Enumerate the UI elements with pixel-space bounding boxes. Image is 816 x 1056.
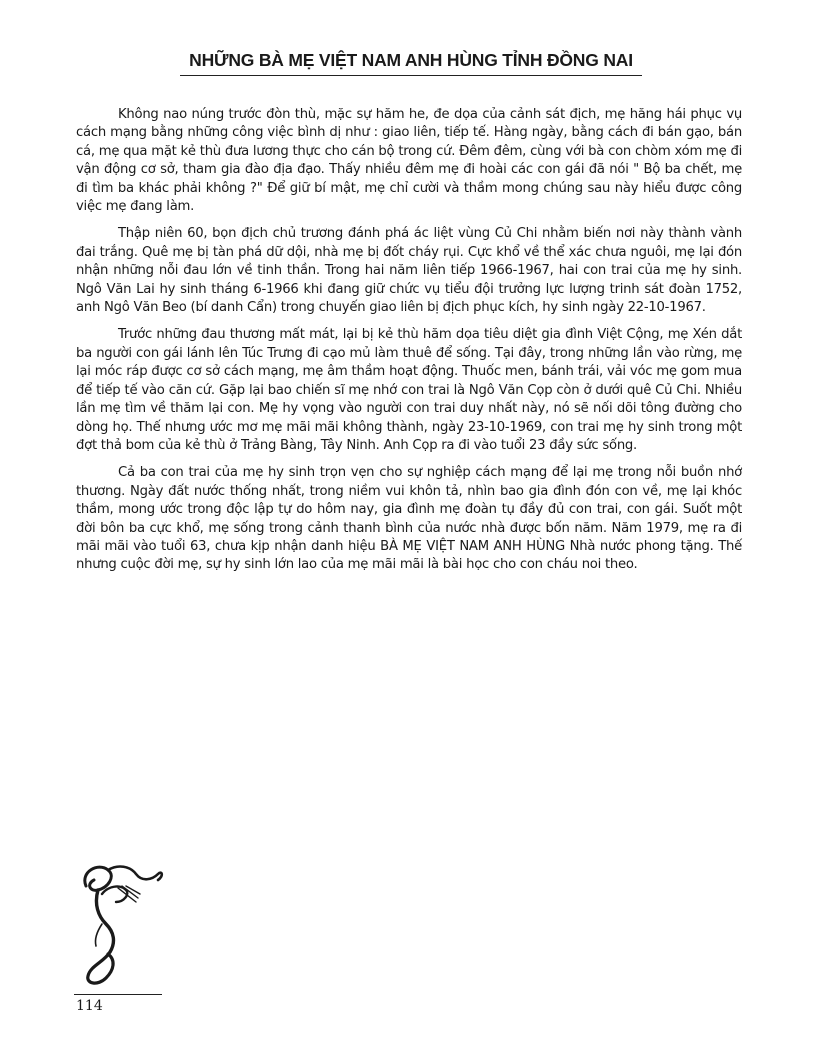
page-title: NHỮNG BÀ MẸ VIỆT NAM ANH HÙNG TỈNH ĐỒNG NAI — [189, 50, 633, 70]
paragraph-1: Không nao núng trước đòn thù, mặc sự hăm he, đe dọa của cảnh sát địch, mẹ hăng hái phục vụ cách mạng bằng những công việc bình dị như : giao liên, tiếp tế. Hàng ngày, bằng cách đi bán gạo, bán cá, mẹ qua mặt kẻ thù đưa lương thực cho cán bộ trong cứ. Đêm đêm, cùng với bà con chòm xóm mẹ đi vận động cơ sở, tham gia đào địa đạo. Thấy nhiều đêm mẹ đi hoài các con gái đã nói " Bộ ba chết, mẹ đi tìm ba khác phải không ?" Để giữ bí mật, mẹ chỉ cười và thầm mong chúng sau này hiểu được công việc mẹ đang làm. — [76, 107, 742, 215]
header-rule — [180, 75, 642, 76]
calligraphic-ornament-icon — [72, 858, 172, 988]
article-body — [76, 106, 742, 584]
page-header — [180, 50, 642, 76]
paragraph-2: Thập niên 60, bọn địch chủ trương đánh phá ác liệt vùng Củ Chi nhằm biến nơi này thành vành đai trắng. Quê mẹ bị tàn phá dữ dội, nhà mẹ bị đốt cháy rụi. Cực khổ về thể xác chưa nguôi, mẹ lại đón nhận những nỗi đau lớn về tinh thần. Trong hai năm liên tiếp 1966-1967, hai con trai của mẹ hy sinh. Ngô Văn Lai hy sinh tháng 6-1966 khi đang giữ chức vụ tiểu đội trưởng lực lượng trinh sát đoàn 1752, anh Ngô Văn Beo (bí danh Cẩn) trong chuyến giao liên bị địch phục kích, hy sinh ngày 22-10-1967. — [76, 226, 742, 316]
footer-rule — [74, 994, 162, 995]
paragraph-3: Trước những đau thương mất mát, lại bị kẻ thù hăm dọa tiêu diệt gia đình Việt Cộng, mẹ Xén dắt ba người con gái lánh lên Túc Trưng đi cạo mủ làm thuê để sống. Tại đây, trong những lần vào rừng, mẹ lại móc ráp được cơ sở cách mạng, mẹ âm thầm hoạt động. Thuốc men, bánh trái, vải vóc mẹ gom mua để tiếp tế vào căn cứ. Gặp lại bao chiến sĩ mẹ nhớ con trai là Ngô Văn Cọp còn ở dưới quê Củ Chi. Nhiều lần mẹ tìm về thăm lại con. Mẹ hy vọng vào người con trai duy nhất này, nó sẽ nối dõi tông đường cho dòng họ. Thế nhưng ước mơ mẹ mãi mãi không thành, ngày 23-10-1969, con trai mẹ hy sinh trong một đợt thả bom của kẻ thù ở Trảng Bàng, Tây Ninh. Anh Cọp ra đi vào tuổi 23 đầy sức sống. — [76, 327, 742, 453]
paragraph-4: Cả ba con trai của mẹ hy sinh trọn vẹn cho sự nghiệp cách mạng để lại mẹ trong nỗi buồn nhớ thương. Ngày đất nước thống nhất, trong niềm vui khôn tả, nhìn bao gia đình đón con về, mẹ lại khóc thầm, mong ước trong độc lập tự do hôm nay, gia đình mẹ đoàn tụ đầy đủ con trai, con gái. Suốt một đời bôn ba cực khổ, mẹ sống trong cảnh thanh bình của nước nhà được bốn năm. Năm 1979, mẹ ra đi mãi mãi vào tuổi 63, chưa kịp nhận danh hiệu BÀ MẸ VIỆT NAM ANH HÙNG Nhà nước phong tặng. Thế nhưng cuộc đời mẹ, sự hy sinh lớn lao của mẹ mãi mãi là bài học cho con cháu noi theo. — [76, 465, 742, 573]
page-number: 114 — [76, 998, 103, 1014]
